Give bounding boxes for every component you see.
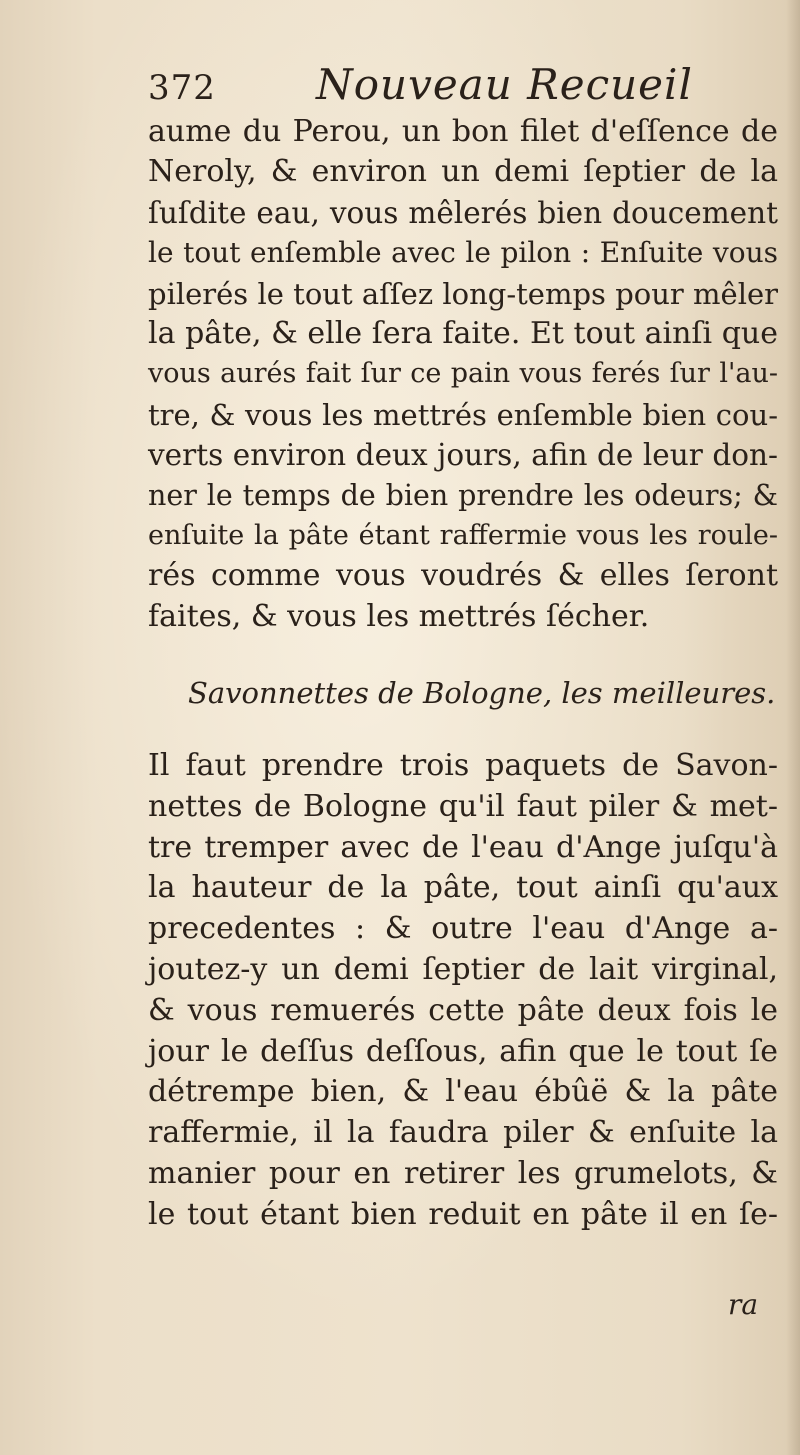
text-line: la pâte, & elle ſera faite. Et tout ainſi que [148,315,778,351]
page-number: 372 [148,68,216,108]
text-line: nettes de Bologne qu'il faut piler & met- [148,788,778,824]
paragraph-2 [148,746,778,1236]
text-line: détrempe bien, & l'eau ébûë & la pâte [148,1074,778,1110]
text-line: ner le temps de bien prendre les odeurs; & [148,478,778,512]
text-line: enſuite la pâte étant raffermie vous les roule- [148,519,778,551]
text-line: tre, & vous les mettrés enſemble bien cou- [148,397,778,432]
text-line: & vous remuerés cette pâte deux fois le [148,992,778,1028]
text-line: Il faut prendre trois paquets de Savon- [148,748,778,783]
page-header [148,60,768,110]
text-line: pilerés le tout aſſez long-temps pour mêler [148,276,778,311]
text-line: raffermie, il la faudra piler & enſuite la [148,1115,778,1151]
text-line: manier pour en retirer les grumelots, & [148,1155,778,1191]
page-edge-shadow [786,0,800,1455]
text-line: rés comme vous voudrés & elles ſeront [148,558,778,594]
text-line: Neroly, & environ un demi ſeptier de la [148,154,778,190]
text-line: ſuſdite eau, vous mêlerés bien doucement [148,195,778,230]
text-line: aume du Perou, un bon filet d'eſſence de [148,114,778,149]
text-line: faites, & vous les mettrés ſécher. [148,598,650,634]
text-line: jour le deſſus deſſous, afin que le tout ſe [148,1033,778,1069]
text-line: verts environ deux jours, afin de leur don- [148,438,778,473]
text-line: joutez-y un demi ſeptier de lait virginal, [148,951,778,987]
catchword: ra [728,1288,759,1321]
text-line: tre tremper avec de l'eau d'Ange juſqu'à [148,829,778,865]
text-line: le tout étant bien reduit en pâte il en ſe- [148,1196,778,1232]
running-title: Nouveau Recueil [316,60,693,109]
text-line: la hauteur de la pâte, tout ainſi qu'aux [148,870,778,906]
text-line: vous aurés fait ſur ce pain vous ferés ſur l'au- [148,358,778,390]
paragraph-1 [148,112,778,637]
text-line: precedentes : & outre l'eau d'Ange a- [148,911,778,947]
text-line: le tout enſemble avec le pilon : Enſuite vous [148,236,778,270]
section-heading: Savonnettes de Bologne, les meilleures. [188,676,776,710]
